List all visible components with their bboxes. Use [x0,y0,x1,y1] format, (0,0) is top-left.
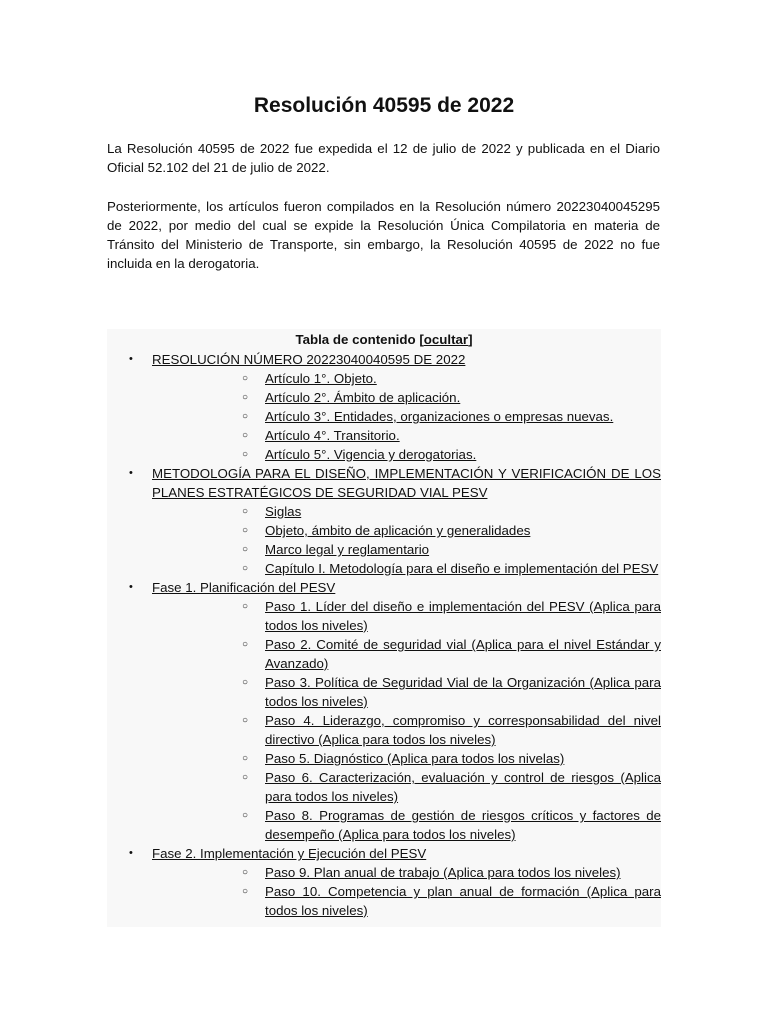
bullet-icon: • [129,581,133,593]
toc-sublist [152,502,661,578]
toc-item-link[interactable]: Artículo 5°. Vigencia y derogatorias. [265,447,477,462]
toc-sublist [152,369,661,464]
toc-sublist [152,597,661,844]
toc-section [107,578,661,844]
toc-item [152,502,661,521]
toc-item-link[interactable]: Siglas [265,504,302,519]
toc-title: Tabla de contenido [295,332,416,347]
toc-item-link[interactable]: Paso 5. Diagnóstico (Aplica para todos los nivelas) [265,751,565,766]
toc-item [152,711,661,749]
toc-item [152,597,661,635]
toc-item-link[interactable]: Paso 6. Caracterización, evaluación y control de riesgos (Aplica para todos los niveles) [265,770,661,804]
circle-bullet-icon: ○ [242,639,249,650]
toc-item-link[interactable]: Artículo 3°. Entidades, organizaciones o empresas nuevas. [265,409,614,424]
toc-list [107,350,661,920]
toc-item-link[interactable]: Artículo 2°. Ámbito de aplicación. [265,390,461,405]
toc-item [152,521,661,540]
toc-item [152,635,661,673]
toc-item [152,863,661,882]
toc-section [107,350,661,464]
toc-item [152,407,661,426]
toc-hide-link[interactable]: ocultar [423,332,469,347]
toc-header [107,329,661,350]
toc-item-link[interactable]: Artículo 1°. Objeto. [265,371,377,386]
circle-bullet-icon: ○ [242,810,249,821]
toc-item [152,749,661,768]
circle-bullet-icon: ○ [242,563,249,574]
circle-bullet-icon: ○ [242,373,249,384]
toc-section [107,464,661,578]
bullet-icon: • [129,847,133,859]
toc-item [152,445,661,464]
toc-section-link[interactable]: Fase 1. Planificación del PESV [152,580,336,595]
toc-item [152,388,661,407]
toc-item [152,559,661,578]
toc-section [107,844,661,920]
circle-bullet-icon: ○ [242,430,249,441]
circle-bullet-icon: ○ [242,601,249,612]
circle-bullet-icon: ○ [242,715,249,726]
toc-item-link[interactable]: Capítulo I. Metodología para el diseño e implementación del PESV [265,561,659,576]
circle-bullet-icon: ○ [242,506,249,517]
toc-item-link[interactable]: Paso 4. Liderazgo, compromiso y corresponsabilidad del nivel directivo (Aplica para todos los niveles) [265,713,661,747]
circle-bullet-icon: ○ [242,449,249,460]
circle-bullet-icon: ○ [242,886,249,897]
toc-item-link[interactable]: Paso 2. Comité de seguridad vial (Aplica para el nivel Estándar y Avanzado) [265,637,661,671]
circle-bullet-icon: ○ [242,392,249,403]
circle-bullet-icon: ○ [242,867,249,878]
toc-item [152,369,661,388]
circle-bullet-icon: ○ [242,753,249,764]
toc-item [152,426,661,445]
toc-item-link[interactable]: Paso 3. Política de Seguridad Vial de la Organización (Aplica para todos los niveles) [265,675,661,709]
toc-item-link[interactable]: Paso 8. Programas de gestión de riesgos críticos y factores de desempeño (Aplica para todos los niveles) [265,808,661,842]
toc-section-link[interactable]: RESOLUCIÓN NÚMERO 20223040040595 DE 2022 [152,352,466,367]
document-title: Resolución 40595 de 2022 [253,94,515,117]
toc-item-link[interactable]: Paso 1. Líder del diseño e implementación del PESV (Aplica para todos los niveles) [265,599,661,633]
toc-item [152,882,661,920]
circle-bullet-icon: ○ [242,677,249,688]
intro-paragraph: La Resolución 40595 de 2022 fue expedida el 12 de julio de 2022 y publicada en el Diario Oficial 52.102 del 21 de julio de 2022. [107,141,660,175]
circle-bullet-icon: ○ [242,772,249,783]
toc-item [152,806,661,844]
toc-section-link[interactable]: Fase 2. Implementación y Ejecución del PESV [152,846,427,861]
toc-item-link[interactable]: Objeto, ámbito de aplicación y generalidades [265,523,531,538]
toc-item [152,768,661,806]
toc-section-link[interactable]: METODOLOGÍA PARA EL DISEÑO, IMPLEMENTACIÓN Y VERIFICACIÓN DE LOS PLANES ESTRATÉGICOS DE SEGURIDAD VIAL PESV [152,466,661,500]
toc-item-link[interactable]: Paso 9. Plan anual de trabajo (Aplica para todos los niveles) [265,865,621,880]
toc-bracket-close: ] [468,332,473,347]
toc-item-link[interactable]: Marco legal y reglamentario [265,542,430,557]
bullet-icon: • [129,353,133,365]
toc-bracket-open: [ [419,332,424,347]
toc-item [152,673,661,711]
toc-sublist [152,863,661,920]
circle-bullet-icon: ○ [242,544,249,555]
toc-item [152,540,661,559]
circle-bullet-icon: ○ [242,525,249,536]
circle-bullet-icon: ○ [242,411,249,422]
table-of-contents [107,329,661,927]
compilation-paragraph: Posteriormente, los artículos fueron compilados en la Resolución número 20223040045295 de 2022, por medio del cual se expide la Resolución Única Compilatoria en materia de Tránsito del Ministerio de Transporte, sin embargo, la Resolución 40595 de 2022 no fue incluida en la derogatoria. [107,199,660,271]
toc-item-link[interactable]: Artículo 4°. Transitorio. [265,428,400,443]
bullet-icon: • [129,467,133,479]
toc-item-link[interactable]: Paso 10. Competencia y plan anual de formación (Aplica para todos los niveles) [265,884,661,918]
